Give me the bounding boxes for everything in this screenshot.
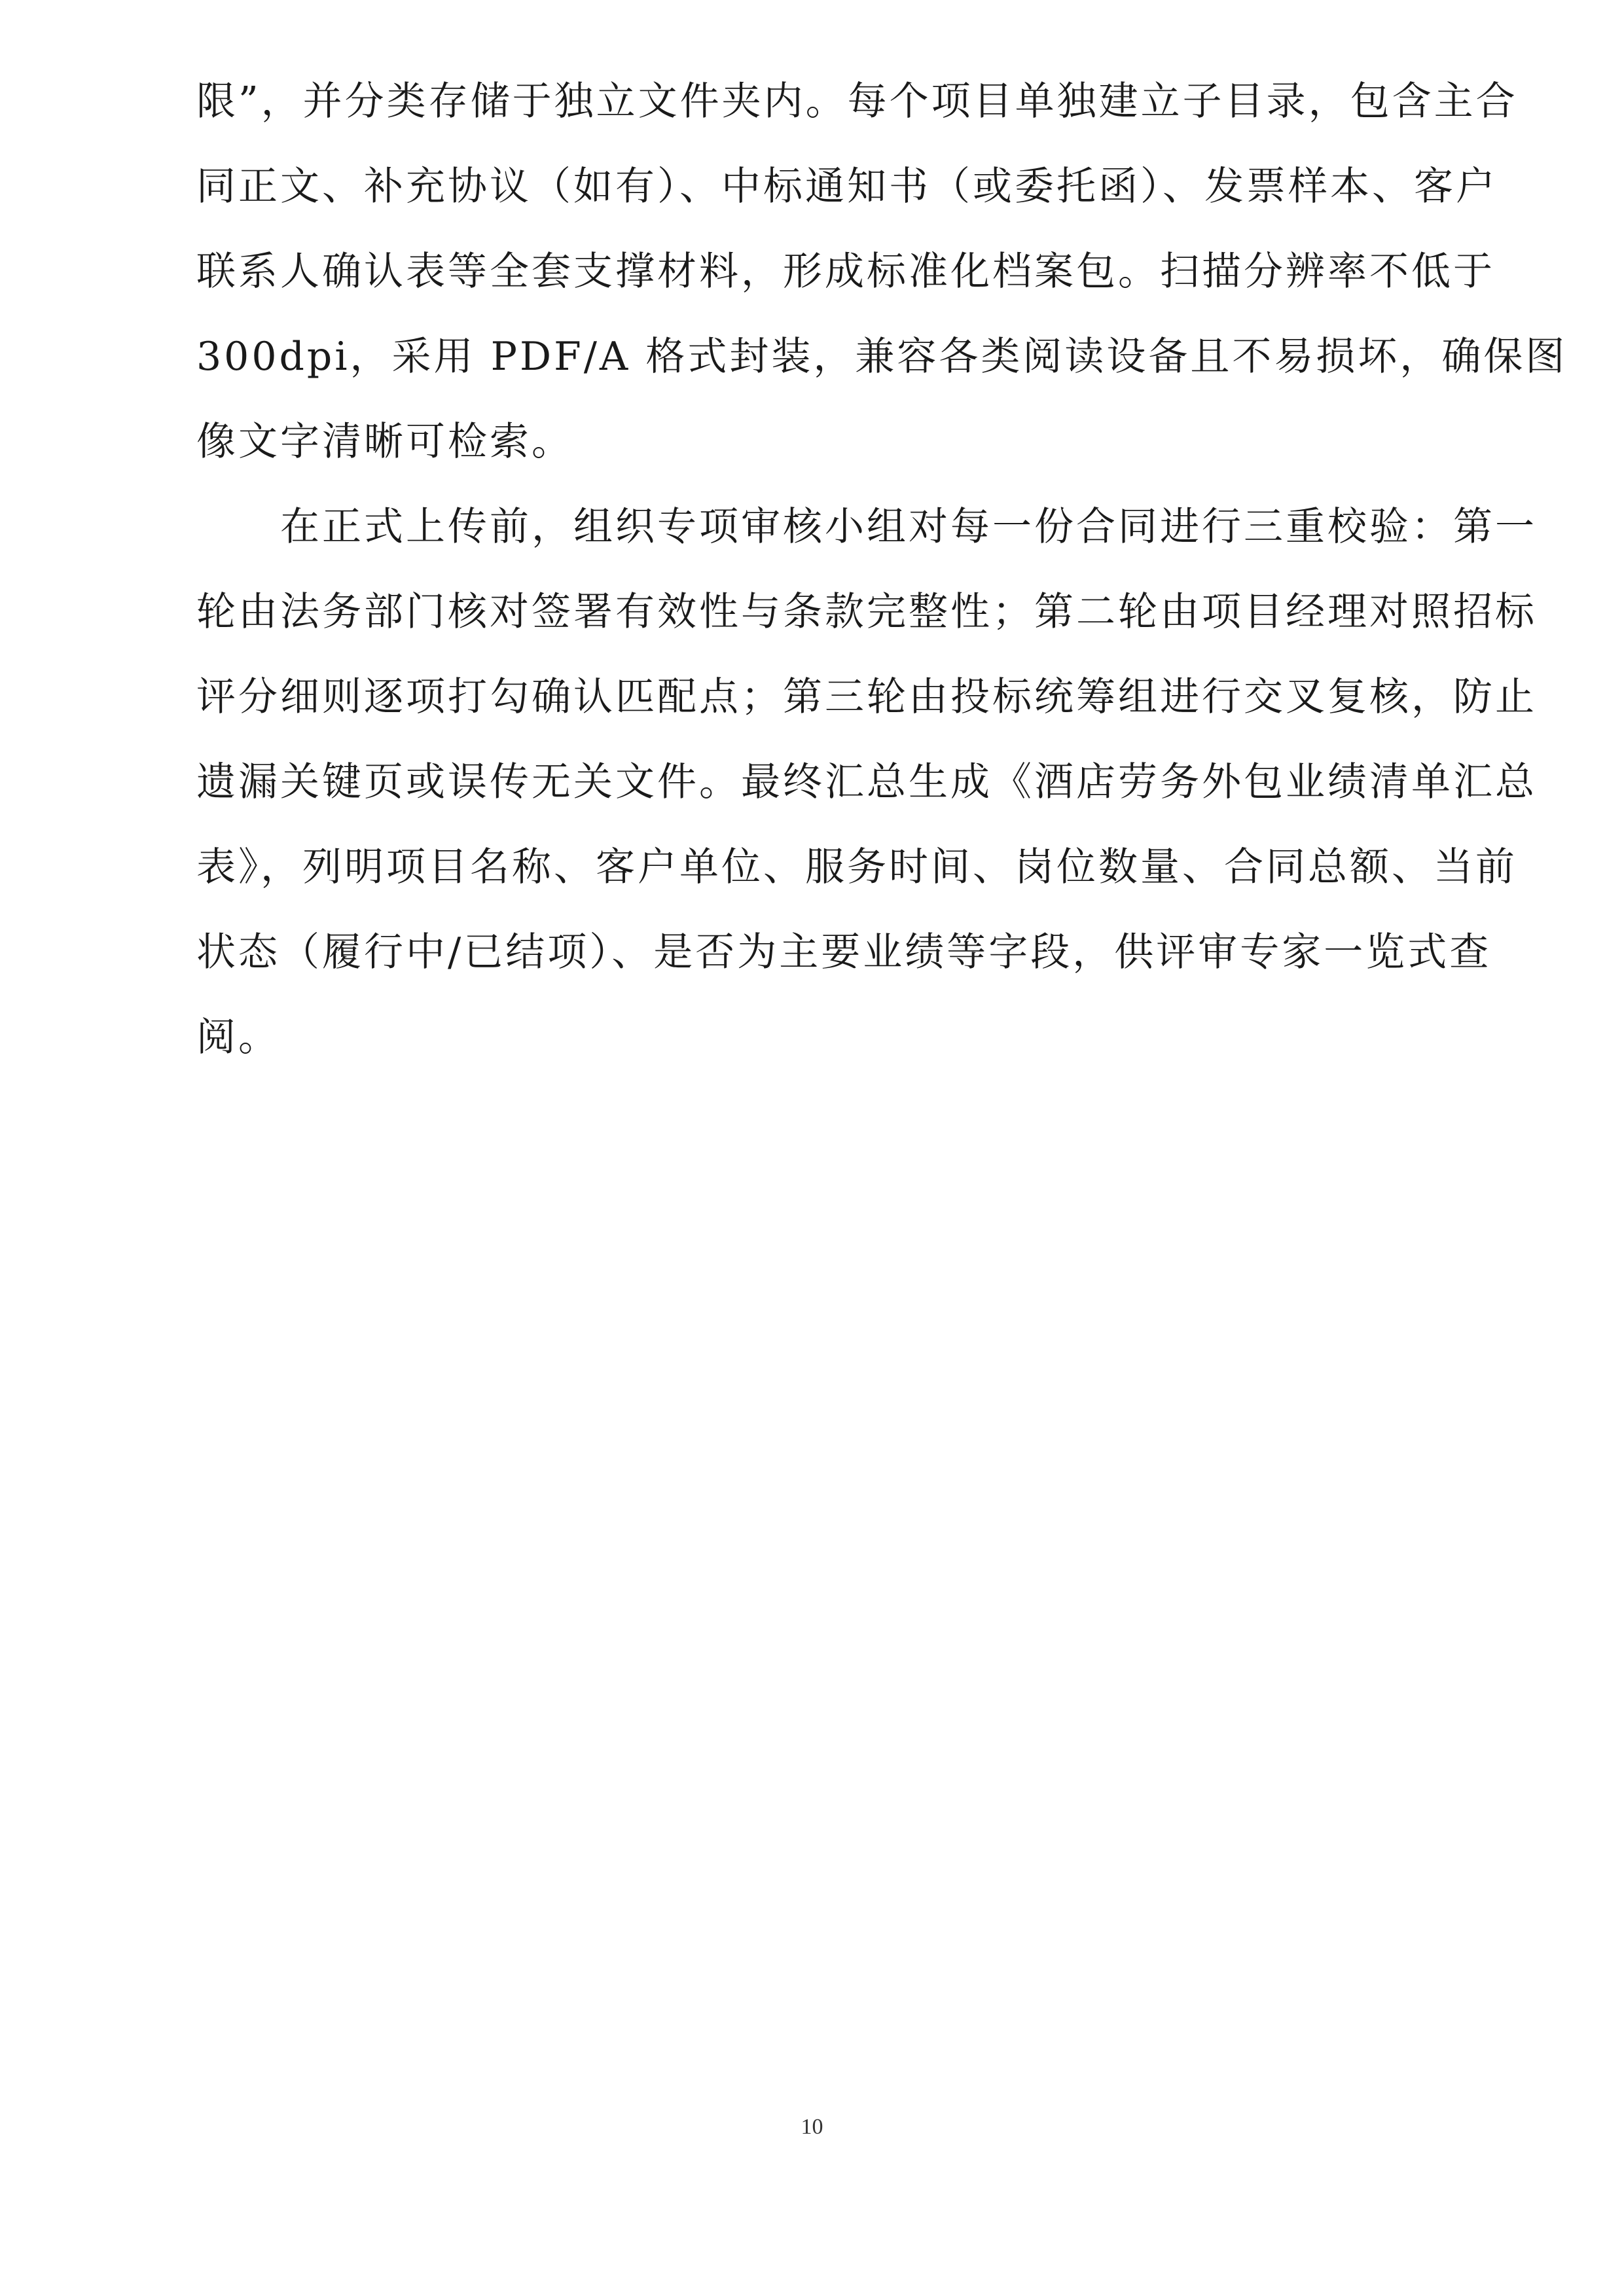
text-line: 阅。 xyxy=(196,1014,280,1060)
paragraph-1 xyxy=(196,59,1568,484)
text-line: 评分细则逐项打勾确认匹配点；第三轮由投标统筹组进行交叉复核，防止 xyxy=(196,674,1537,720)
text-line: 在正式上传前，组织专项审核小组对每一份合同进行三重校验：第一 xyxy=(196,504,1537,550)
text-line: 联系人确认表等全套支撑材料，形成标准化档案包。扫描分辨率不低于 xyxy=(196,249,1495,295)
text-line: 像文字清晰可检索。 xyxy=(196,419,573,465)
body-text xyxy=(196,59,1568,1080)
text-line: 状态（履行中/已结项）、是否为主要业绩等字段，供评审专家一览式查 xyxy=(196,929,1492,975)
text-line: 表》，列明项目名称、客户单位、服务时间、岗位数量、合同总额、当前 xyxy=(196,844,1517,890)
text-line: 同正文、补充协议（如有）、中标通知书（或委托函）、发票样本、客户 xyxy=(196,164,1498,209)
text-line: 300dpi，采用 PDF/A 格式封装，兼容各类阅读设备且不易损坏，确保图 xyxy=(196,334,1568,380)
text-line: 遗漏关键页或误传无关文件。最终汇总生成《酒店劳务外包业绩清单汇总 xyxy=(196,759,1537,805)
paragraph-2 xyxy=(196,484,1537,1080)
text-line: 轮由法务部门核对签署有效性与条款完整性；第二轮由项目经理对照招标 xyxy=(196,589,1537,635)
text-line: 限”，并分类存储于独立文件夹内。每个项目单独建立子目录，包含主合 xyxy=(196,79,1518,124)
page-number: 10 xyxy=(801,2115,823,2139)
